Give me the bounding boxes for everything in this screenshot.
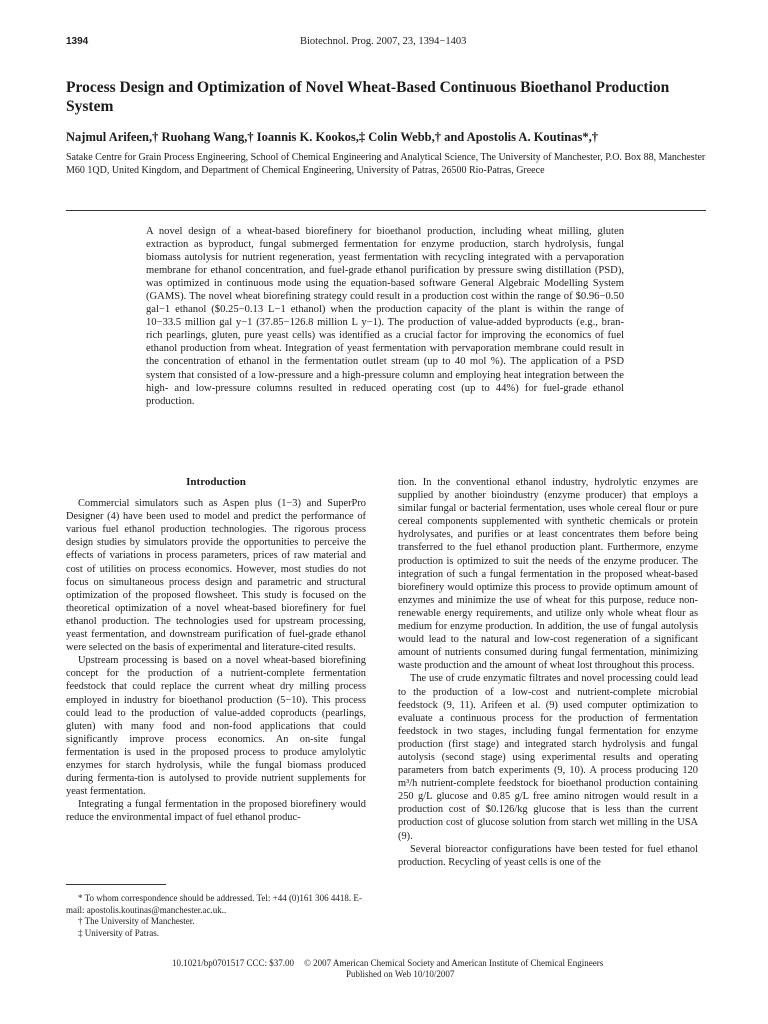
footnote-manchester: † The University of Manchester.	[78, 916, 195, 926]
copyright-line: © 2007 American Chemical Society and American Institute of Chemical Engineers	[304, 958, 604, 968]
paragraph: Several bioreactor configurations have been tested for fuel ethanol production. Recycling of yeast cells is one of the	[398, 843, 698, 868]
footnote-correspondence: * To whom correspondence should be addressed. Tel: +44 (0)161 306 4418. E-mail: apostolis.koutinas@manchester.ac.uk..	[66, 893, 362, 915]
author-list: Najmul Arifeen,† Ruohang Wang,† Ioannis K. Kookos,‡ Colin Webb,† and Apostolis A. Koutinas*,†	[66, 130, 598, 144]
header-divider	[66, 210, 706, 211]
paragraph: Commercial simulators such as Aspen plus (1−3) and SuperPro Designer (4) have been used to model and predict the performance of various fuel ethanol production technologies. The rigorous process design studies by simulators provide the opportunities to perceive the effects of variations in process parameters, prices of raw material and cost of utilities on process economics. However, most studies do not focus on simultaneous process design and parametric and structural optimization of the proposed flowsheet. This study is focused on the theoretical optimization of a novel wheat-based biorefinery for fuel ethanol production. The technologies used for upstream processing, yeast fermentation, and downstream purification of fuel-grade ethanol were selected on the basis of experimental and literature-cited results.	[66, 498, 366, 654]
journal-citation: Biotechnol. Prog. 2007, 23, 1394−1403	[300, 36, 467, 47]
paragraph: Upstream processing is based on a novel wheat-based biorefining concept for the production of a nutrient-complete fermentation feedstock that could replace the current wheat dry milling process employed in industry for bioethanol production (5−10). This process could lead to the production of value-added coproducts (pearlings, gluten) with many food and non-food applications that could significantly improve process economics. An on-site fungal fermentation is used in the proposed process to produce amylolytic enzymes for starch hydrolysis, while the fungal biomass produced during fermenta-tion is autolysed to provide nutrient supplements for yeast fermentation.	[66, 655, 366, 798]
footnote-patras: ‡ University of Patras.	[78, 927, 159, 938]
section-heading-introduction: Introduction	[186, 476, 246, 488]
doi-line: 10.1021/bp0701517 CCC: $37.00	[172, 958, 295, 968]
paper-title: Process Design and Optimization of Novel Wheat-Based Continuous Bioethanol Production System	[66, 79, 670, 115]
footnote-divider	[66, 884, 166, 885]
paragraph: Integrating a fungal fermentation in the proposed biorefinery would reduce the environmental impact of fuel ethanol produc-	[66, 799, 366, 824]
footnotes	[66, 893, 366, 939]
affiliation: Satake Centre for Grain Process Engineering, School of Chemical Engineering and Analytical Science, The University of Manchester, P.O. Box 88, Manchester M60 1QD, United Kingdom, and Department of Chemical Engineering, University of Patras, 26500 Rio-Patras, Greece	[66, 152, 706, 176]
page-number: 1394	[66, 36, 89, 47]
right-column	[398, 476, 698, 869]
published-line: Published on Web 10/10/2007	[346, 969, 455, 979]
paragraph: The use of crude enzymatic filtrates and novel processing could lead to the production of a low-cost and nutrient-complete microbial feedstock (9, 11). Arifeen et al. (9) used computer optimization to evaluate a continuous process for the production of fermentation feedstock in two stages, including fungal fermentation for enzyme production (first stage) and integrated starch hydrolysis and fungal autolysis (second stage) using experimental results and operating parameters from batch experiments (9, 10). A process producing 120 m³/h nutrient-complete feedstock for bioethanol production containing 250 g/L glucose and 0.85 g/L free amino nitrogen would result in a production cost of $0.126/kg glucose that is less than the current production cost of glucose solution from starch wet milling in the USA (9).	[398, 673, 698, 842]
abstract: A novel design of a wheat-based biorefinery for bioethanol production, including wheat milling, gluten extraction as byproduct, fungal submerged fermentation for enzyme production, starch hydrolysis, fungal biomass autolysis for nutrient regeneration, yeast fermentation with recycling integrated with a pervaporation membrane for ethanol concentration, and fuel-grade ethanol purification by pressure swing distillation (PSD), was optimized in continuous mode using the equation-based software General Algebraic Modelling System (GAMS). The novel wheat biorefining strategy could result in a production cost within the range of $0.96−0.50 gal−1 ethanol ($0.25−0.13 L−1 ethanol) when the production capacity of the plant is within the range of 10−33.5 million gal y−1 (37.85−126.8 million L y−1). The production of value-added byproducts (e.g., bran-rich pearlings, gluten, pure yeast cells) was identified as a crucial factor for improving the economics of fuel ethanol production from wheat. Integration of yeast fermentation with pervaporation membrane could result in the concentration of ethanol in the fermentation outlet stream (up to 40 mol %). The application of a PSD system that consisted of a low-pressure and a high-pressure column and employing heat integration between the high- and low-pressure columns resulted in reduced operating cost (up to 44%) for fuel-grade ethanol production.	[146, 226, 624, 407]
paragraph: tion. In the conventional ethanol industry, hydrolytic enzymes are supplied by another bioindustry (enzyme producer) that employs a similar fungal or bacterial fermentation, uses whole cereal flour or pure cereal components supplemented with synthetic chemicals or protein hydrolysates, and purifies or at least concentrates them before being transferred to the fuel ethanol production plant. Furthermore, enzyme production is optimized to suit the needs of the enzyme producer. The integration of such a fungal fermentation in the proposed wheat-based biorefinery would optimize this process to provide optimum amount of enzymes and minimize the use of wheat for this purpose, reduce non-renewable energy requirements, and utilize only whole wheat flour as medium for enzyme production. In addition, the use of fungal autolysis would lead to the natural and low-cost regeneration of a significant amount of nutrients consumed during fungal fermentation, minimizing waste production and the amount of wheat lost throughout this process.	[398, 477, 698, 672]
left-column	[66, 476, 366, 824]
